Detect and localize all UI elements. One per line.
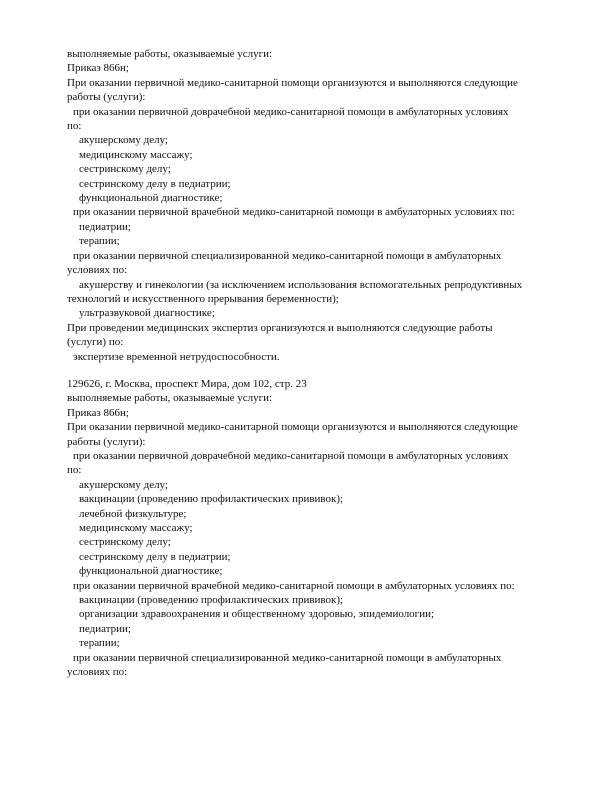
- text-line: При оказании первичной медико-санитарной помощи организуются и выполняются следующие: [67, 76, 518, 89]
- list-item: акушерскому делу;: [79, 478, 168, 491]
- text-line: Приказ 866н;: [67, 62, 129, 75]
- list-item: функциональной диагностике;: [79, 192, 223, 205]
- document-section: [67, 47, 567, 364]
- text-line: Приказ 866н;: [67, 406, 129, 419]
- list-item: сестринскому делу в педиатрии;: [79, 177, 231, 190]
- list-item: ультразвуковой диагностике;: [79, 307, 215, 320]
- text-line: условиях по:: [67, 666, 128, 679]
- text-line: выполняемые работы, оказываемые услуги:: [67, 48, 273, 60]
- text-line: технологий и искусственного прерывания беременности);: [67, 292, 339, 305]
- list-item: функциональной диагностике;: [79, 565, 223, 578]
- text-line: по:: [67, 464, 82, 477]
- section-gap: [67, 364, 567, 377]
- text-line: При проведении медицинских экспертиз организуются и выполняются следующие работы: [67, 321, 493, 334]
- list-item: вакцинации (проведению профилактических прививок);: [79, 493, 344, 506]
- list-item: терапии;: [79, 637, 120, 650]
- text-line: (услуги) по:: [67, 336, 124, 349]
- document-text: [67, 47, 567, 679]
- text-line: при оказании первичной специализированной медико-санитарной помощи в амбулаторных: [73, 249, 502, 262]
- text-line: условиях по:: [67, 264, 128, 277]
- list-item: лечебной физкультуре;: [79, 507, 187, 520]
- list-item: медицинскому массажу;: [79, 148, 193, 161]
- text-line: при оказании первичной доврачебной медико-санитарной помощи в амбулаторных условиях: [73, 449, 509, 462]
- text-line: экспертизе временной нетрудоспособности.: [73, 350, 280, 363]
- list-item: педиатрии;: [79, 220, 131, 233]
- text-line: при оказании первичной врачебной медико-санитарной помощи в амбулаторных условиях по:: [73, 206, 515, 219]
- text-line: При оказании первичной медико-санитарной помощи организуются и выполняются следующие: [67, 421, 518, 434]
- list-item: акушерству и гинекологии (за исключением использования вспомогательных репродуктивных: [79, 278, 523, 291]
- text-line: при оказании первичной специализированной медико-санитарной помощи в амбулаторных: [73, 651, 502, 664]
- text-line: работы (услуги):: [67, 91, 146, 104]
- list-item: сестринскому делу;: [79, 536, 171, 549]
- list-item: педиатрии;: [79, 622, 131, 635]
- text-line: по:: [67, 120, 82, 133]
- document-section: [67, 377, 567, 680]
- list-item: акушерскому делу;: [79, 134, 168, 147]
- list-item: вакцинации (проведению профилактических прививок);: [79, 594, 344, 607]
- text-line: работы (услуги):: [67, 435, 146, 448]
- text-line: при оказании первичной врачебной медико-санитарной помощи в амбулаторных условиях по:: [73, 579, 515, 592]
- list-item: медицинскому массажу;: [79, 522, 193, 534]
- list-item: организации здравоохранения и общественному здоровью, эпидемиологии;: [79, 608, 435, 621]
- text-line: выполняемые работы, оказываемые услуги:: [67, 392, 273, 405]
- list-item: терапии;: [79, 235, 120, 248]
- text-line: при оказании первичной доврачебной медико-санитарной помощи в амбулаторных условиях: [73, 105, 509, 118]
- list-item: сестринскому делу в педиатрии;: [79, 550, 231, 563]
- list-item: сестринскому делу;: [79, 163, 171, 176]
- address-line: 129626, г. Москва, проспект Мира, дом 102, стр. 23: [67, 377, 307, 390]
